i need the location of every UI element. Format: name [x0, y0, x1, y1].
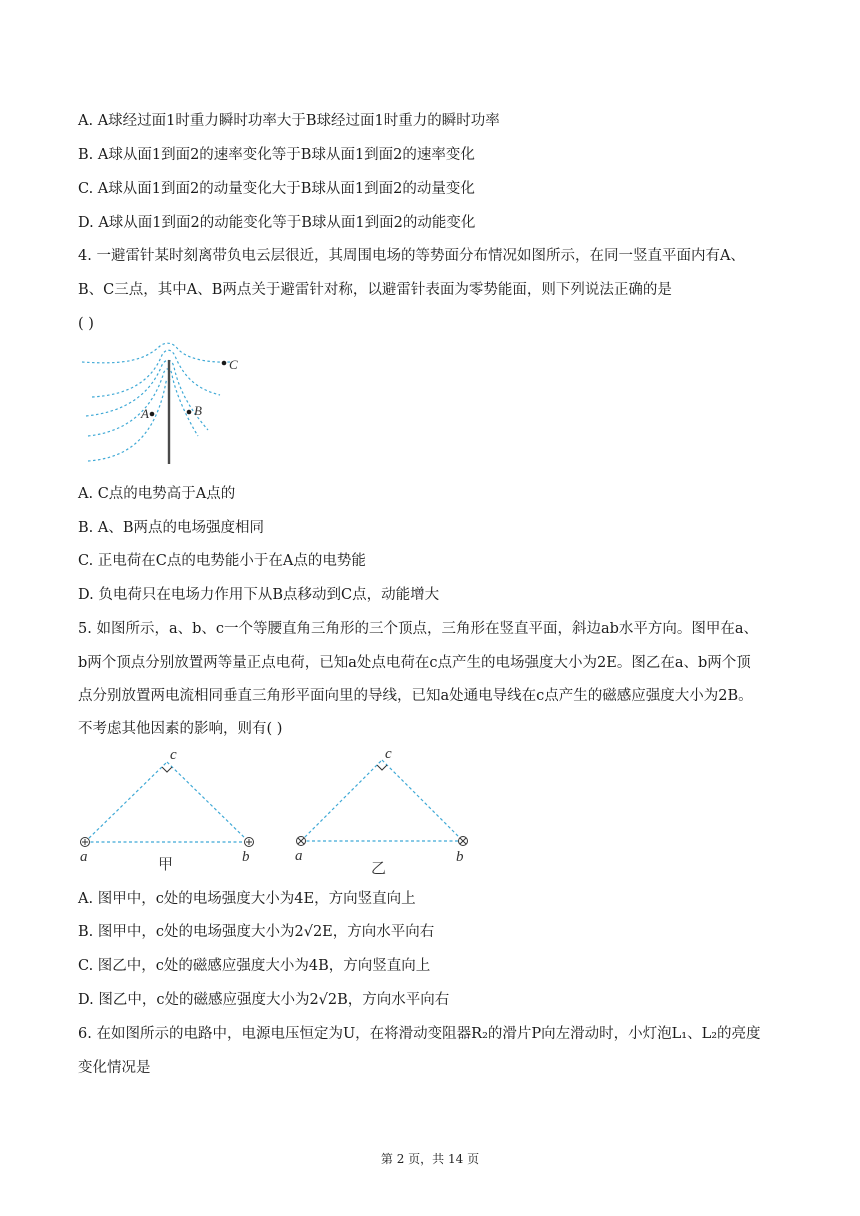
q5-left-vertex-c: c	[170, 747, 177, 763]
q5-right-vertex-c: c	[385, 746, 392, 762]
q5-option-c: C. 图乙中，c处的磁感应强度大小为4B，方向竖直向上	[78, 958, 431, 974]
q4-point-c-label: C	[229, 357, 238, 372]
q4-stem-line1: 4. 一避雷针某时刻离带负电云层很近，其周围电场的等势面分布情况如图所示，在同一竖直平面内有A、	[78, 248, 745, 264]
q4-option-c: C. 正电荷在C点的电势能小于在A点的电势能	[78, 553, 366, 569]
q3-option-b: B. A球从面1到面2的速率变化等于B球从面1到面2的速率变化	[78, 147, 475, 163]
q5-right-caption: 乙	[371, 859, 387, 877]
q5-triangle-figures	[74, 745, 484, 880]
q4-option-d: D. 负电荷只在电场力作用下从B点移动到C点，动能增大	[78, 587, 440, 603]
q5-option-b: B. 图甲中，c处的电场强度大小为2√2E，方向水平向右	[78, 924, 435, 940]
q5-left-vertex-b: b	[242, 849, 250, 865]
q4-answer-blank: ( )	[78, 316, 94, 332]
q4-stem-line2: B、C三点，其中A、B两点关于避雷针对称，以避雷针表面为零势能面，则下列说法正确的是	[78, 282, 672, 298]
q5-stem-line1: 5. 如图所示，a、b、c一个等腰直角三角形的三个顶点，三角形在竖直平面，斜边ab水平方向。图甲在a、	[78, 621, 759, 637]
q5-stem-line3: 点分别放置两电流相同垂直三角形平面向里的导线，已知a处通电导线在c点产生的磁感应强度大小为2B。	[78, 688, 753, 704]
q5-option-d: D. 图乙中，c处的磁感应强度大小为2√2B，方向水平向右	[78, 992, 450, 1008]
q3-option-a: A. A球经过面1时重力瞬时功率大于B球经过面1时重力的瞬时功率	[78, 113, 500, 129]
q6-stem-line1: 6. 在如图所示的电路中，电源电压恒定为U，在将滑动变阻器R₂的滑片P向左滑动时，小灯泡L₁、L₂的亮度	[78, 1026, 761, 1042]
q5-right-vertex-a: a	[295, 848, 303, 864]
q5-left-caption: 甲	[158, 855, 174, 873]
q5-stem-line4: 不考虑其他因素的影响，则有( )	[78, 721, 283, 737]
q5-option-a: A. 图甲中，c处的电场强度大小为4E，方向竖直向上	[78, 891, 416, 907]
q3-option-d: D. A球从面1到面2的动能变化等于B球从面1到面2的动能变化	[78, 215, 476, 231]
q4-option-a: A. C点的电势高于A点的	[78, 486, 236, 502]
q4-lightning-rod-figure	[80, 340, 260, 470]
q5-left-vertex-a: a	[80, 849, 88, 865]
q3-option-c: C. A球从面1到面2的动量变化大于B球从面1到面2的动量变化	[78, 181, 475, 197]
q6-stem-line2: 变化情况是	[78, 1060, 151, 1076]
page-number-footer: 第 2 页，共 14 页	[380, 1152, 480, 1166]
q4-point-b-label: B	[194, 403, 202, 418]
q5-stem-line2: b两个顶点分别放置两等量正点电荷，已知a处点电荷在c点产生的电场强度大小为2E。图乙在a、b两个顶	[78, 655, 751, 671]
q4-point-a-label: A	[141, 406, 149, 421]
q4-option-b: B. A、B两点的电场强度相同	[78, 520, 264, 536]
q5-right-vertex-b: b	[456, 849, 464, 865]
